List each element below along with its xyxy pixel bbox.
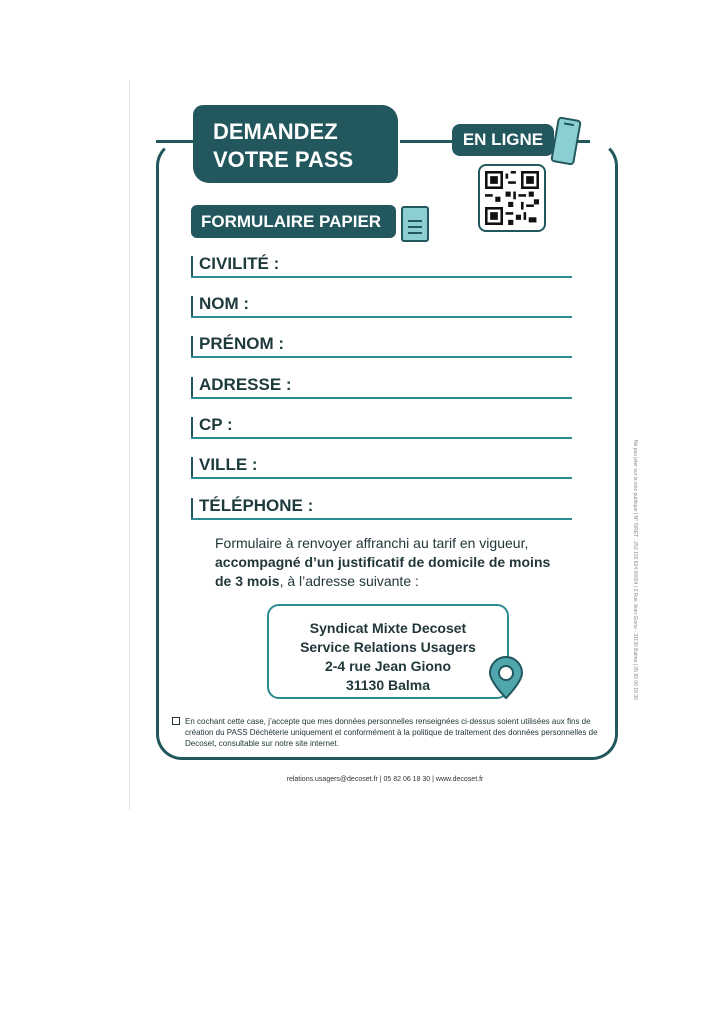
field-prenom[interactable]	[191, 332, 572, 358]
page-title	[193, 105, 398, 183]
mailing-instructions	[215, 534, 555, 591]
title-line-1: DEMANDEZ	[213, 119, 338, 144]
field-adresse[interactable]	[191, 373, 572, 399]
field-nom[interactable]	[191, 292, 572, 318]
field-label: TÉLÉPHONE :	[199, 496, 314, 515]
title-line-2: VOTRE PASS	[213, 147, 354, 172]
qr-code[interactable]	[478, 164, 546, 232]
field-civilite[interactable]	[191, 252, 572, 278]
document-icon	[401, 206, 429, 242]
instructions-part-1: Formulaire à renvoyer affranchi au tarif en vigueur,	[215, 535, 529, 551]
field-cp[interactable]	[191, 413, 572, 439]
field-label: PRÉNOM :	[199, 334, 284, 353]
instructions-part-3: , à l’adresse suivante :	[279, 573, 419, 589]
address-line-3: 2-4 rue Jean Giono	[324, 658, 452, 674]
address-line-4: 31130 Balma	[345, 677, 431, 693]
side-legal-text: Ne pas jeter sur la voie publique | N° SIRET : 253 102 624 00024 | 2 Rue Jean Giono - 31130 Balma | 05 82 06 18 30	[632, 440, 638, 700]
frame-top-edge-left	[156, 140, 196, 143]
online-label: EN LIGNE	[452, 124, 554, 156]
paper-form-label: FORMULAIRE PAPIER	[191, 205, 396, 238]
consent-text: En cochant cette case, j’accepte que mes données personnelles renseignées ci-dessus soient utilisées aux fins de création du PASS Déchèterie uniquement et conformément à la politique de traitement des données personnelles de Decoset, consultable sur notre site internet.	[185, 717, 598, 748]
address-line-1: Syndicat Mixte Decoset	[309, 620, 467, 636]
field-label: ADRESSE :	[199, 375, 292, 394]
postal-address	[267, 604, 509, 699]
field-telephone[interactable]	[191, 494, 572, 520]
instructions-part-2: accompagné d’un justificatif de domicile de moins de 3 mois	[215, 554, 551, 589]
field-label: CIVILITÉ :	[199, 254, 280, 273]
field-label: VILLE :	[199, 455, 258, 474]
qr-code-graphic	[485, 171, 539, 225]
location-pin-icon	[487, 656, 525, 700]
address-line-2: Service Relations Usagers	[300, 639, 476, 655]
page-fold-line	[129, 80, 130, 810]
field-ville[interactable]	[191, 453, 572, 479]
consent-checkbox[interactable]	[172, 717, 180, 725]
field-label: NOM :	[199, 294, 250, 313]
footer-contact: relations.usagers@decoset.fr | 05 82 06 18 30 | www.decoset.fr	[286, 776, 484, 783]
field-label: CP :	[199, 415, 233, 434]
